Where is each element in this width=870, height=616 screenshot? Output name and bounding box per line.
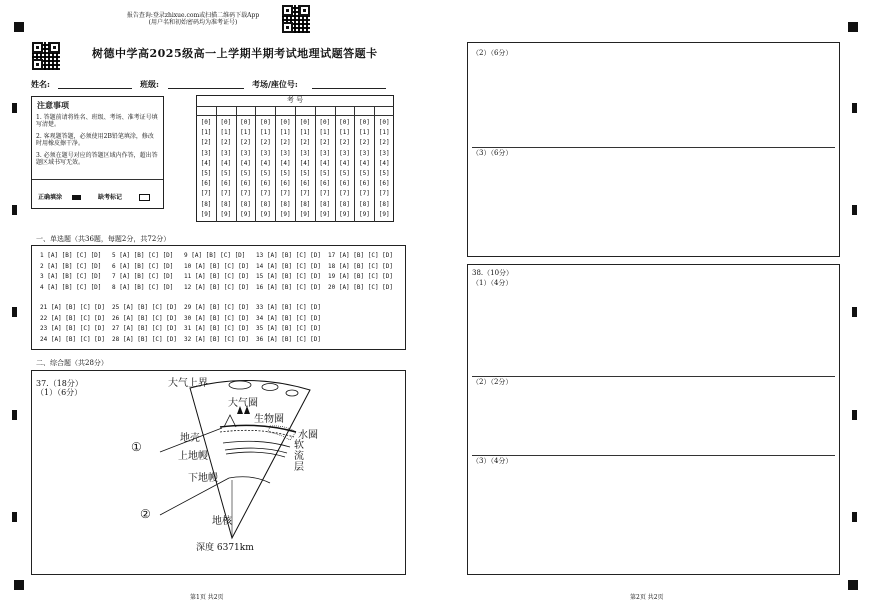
exam-digit-bubble[interactable]: [3] [299, 149, 311, 157]
question-option-row[interactable]: 28 [A] [B] [C] [D] [112, 335, 178, 343]
notice-item: 3. 必须在题号对应的答题区域内作答，超出答题区域书写无效。 [36, 152, 158, 166]
exam-digit-bubble[interactable]: [7] [378, 190, 390, 198]
timing-mark [12, 512, 17, 522]
exam-digit-bubble[interactable]: [5] [358, 170, 370, 178]
exam-digit-bubble[interactable]: [8] [358, 200, 370, 208]
question-option-row[interactable]: 4 [A] [B] [C] [D] [40, 283, 102, 291]
question-option-row[interactable]: 33 [A] [B] [C] [D] [256, 304, 322, 311]
exam-digit-bubble[interactable]: [9] [358, 210, 370, 218]
exam-number-column[interactable] [356, 118, 372, 220]
exam-digit-bubble[interactable]: [3] [200, 149, 212, 157]
notice-box [31, 96, 164, 209]
exam-digit-bubble[interactable]: [6] [240, 180, 252, 188]
q38-part3: （3）（4分） [472, 457, 513, 465]
exam-digit-bubble[interactable]: [8] [299, 200, 311, 208]
question-option-row[interactable]: 25 [A] [B] [C] [D] [112, 304, 178, 311]
exam-number-column[interactable] [257, 118, 273, 220]
exam-digit-bubble[interactable]: [8] [378, 200, 390, 208]
correct-fill-sample [72, 195, 81, 200]
exam-digit-bubble[interactable]: [7] [220, 190, 232, 198]
exam-digit-bubble[interactable]: [5] [279, 170, 291, 178]
exam-digit-bubble[interactable]: [9] [299, 210, 311, 218]
q37-answer-area[interactable] [468, 58, 838, 254]
exam-digit-bubble[interactable]: [0] [200, 119, 212, 126]
exam-digit-bubble[interactable]: [8] [220, 200, 232, 208]
label-atmosphere-top: 大气上界 [168, 378, 208, 389]
exam-digit-bubble[interactable]: [6] [339, 180, 351, 188]
q38-title: 38.（10分） [472, 269, 514, 277]
question-option-row[interactable]: 19 [A] [B] [C] [D] [328, 273, 394, 280]
header-notice-line1: 报告查询:登录zhixue.com或扫描二维码下载App [126, 12, 260, 19]
exam-digit-bubble[interactable]: [9] [279, 210, 291, 218]
room-field[interactable] [312, 88, 386, 89]
q37-part3: （3）（6分） [472, 149, 513, 157]
q37-part1: （1）（6分） [36, 388, 83, 397]
question-option-row[interactable]: 35 [A] [B] [C] [D] [256, 325, 322, 332]
exam-digit-bubble[interactable]: [2] [299, 139, 311, 147]
exam-digit-bubble[interactable]: [8] [319, 200, 331, 208]
question-option-row[interactable]: 2 [A] [B] [C] [D] [40, 262, 102, 270]
timing-mark [852, 410, 857, 420]
name-label: 姓名: [31, 79, 50, 89]
q37-title: 37.（18分） [36, 379, 83, 388]
exam-digit-bubble[interactable]: [0] [220, 119, 232, 126]
timing-mark [12, 410, 17, 420]
question-option-row[interactable]: 13 [A] [B] [C] [D] [256, 252, 322, 259]
question-option-row[interactable]: 27 [A] [B] [C] [D] [112, 325, 178, 332]
exam-digit-bubble[interactable]: [2] [259, 139, 271, 147]
question-option-row[interactable]: 30 [A] [B] [C] [D] [184, 314, 250, 322]
exam-digit-bubble[interactable]: [1] [339, 129, 351, 137]
exam-digit-bubble[interactable]: [7] [240, 190, 252, 198]
exam-number-column[interactable] [317, 118, 333, 220]
q37-part2: （2）（6分） [472, 49, 513, 57]
question-option-row[interactable]: 16 [A] [B] [C] [D] [256, 283, 322, 291]
question-option-row[interactable]: 31 [A] [B] [C] [D] [184, 325, 250, 332]
label-lower-mantle: 下地幔 [188, 473, 218, 484]
exam-digit-bubble[interactable]: [3] [259, 149, 271, 157]
exam-digit-bubble[interactable]: [1] [319, 129, 331, 137]
absent-mark-checkbox[interactable] [139, 194, 150, 201]
exam-digit-bubble[interactable]: [2] [279, 139, 291, 147]
exam-digit-bubble[interactable]: [2] [339, 139, 351, 147]
exam-digit-bubble[interactable]: [1] [240, 129, 252, 137]
exam-digit-bubble[interactable]: [6] [358, 180, 370, 188]
exam-digit-bubble[interactable]: [4] [339, 159, 351, 167]
timing-mark [12, 307, 17, 317]
notice-heading: 注意事项 [37, 100, 69, 110]
registration-mark [14, 22, 24, 32]
question-option-row[interactable]: 12 [A] [B] [C] [D] [184, 283, 250, 291]
label-atmosphere: 大气圈 [228, 398, 258, 409]
label-hydrosphere: 水圈 [298, 430, 318, 441]
class-field[interactable] [168, 88, 244, 89]
exam-digit-bubble[interactable]: [4] [259, 159, 271, 167]
exam-digit-bubble[interactable]: [3] [240, 149, 252, 157]
exam-digit-bubble[interactable]: [4] [200, 159, 212, 167]
exam-digit-bubble[interactable]: [5] [299, 170, 311, 178]
question-option-row[interactable]: 29 [A] [B] [C] [D] [184, 304, 250, 311]
exam-digit-bubble[interactable]: [6] [259, 180, 271, 188]
section1-heading: 一、单选题（共36题，每题2分，共72分） [36, 235, 171, 243]
class-label: 班级: [140, 79, 159, 89]
q38-part1: （1）（4分） [472, 279, 513, 287]
exam-digit-bubble[interactable]: [8] [240, 200, 252, 208]
exam-digit-bubble[interactable]: [9] [200, 210, 212, 218]
exam-digit-bubble[interactable]: [0] [339, 119, 351, 126]
exam-digit-bubble[interactable]: [7] [299, 190, 311, 198]
question-option-row[interactable]: 22 [A] [B] [C] [D] [40, 314, 106, 322]
registration-mark [848, 22, 858, 32]
exam-digit-bubble[interactable]: [7] [319, 190, 331, 198]
exam-digit-bubble[interactable]: [2] [240, 139, 252, 147]
exam-digit-bubble[interactable]: [7] [259, 190, 271, 198]
exam-digit-bubble[interactable]: [0] [279, 119, 291, 126]
exam-number-column[interactable] [198, 118, 214, 220]
exam-digit-bubble[interactable]: [1] [378, 129, 390, 137]
exam-digit-bubble[interactable]: [0] [240, 119, 252, 126]
qr-code-left [32, 42, 60, 70]
question-option-row[interactable]: 5 [A] [B] [C] [D] [112, 252, 174, 259]
exam-number-column[interactable] [376, 118, 392, 220]
exam-digit-bubble[interactable]: [0] [259, 119, 271, 126]
exam-digit-bubble[interactable]: [2] [220, 139, 232, 147]
exam-digit-bubble[interactable]: [0] [378, 119, 390, 126]
exam-digit-bubble[interactable]: [7] [358, 190, 370, 198]
exam-digit-bubble[interactable]: [4] [240, 159, 252, 167]
notice-item: 1. 答题前请将姓名、班级、考场、准考证号填写清楚。 [36, 114, 158, 128]
exam-digit-bubble[interactable]: [3] [319, 149, 331, 157]
label-upper-mantle: 上地幔 [178, 451, 208, 462]
exam-digit-bubble[interactable]: [9] [319, 210, 331, 218]
question-option-row[interactable]: 1 [A] [B] [C] [D] [40, 252, 102, 259]
exam-number-column[interactable] [297, 118, 313, 220]
qr-code[interactable] [282, 5, 310, 33]
exam-digit-bubble[interactable]: [6] [279, 180, 291, 188]
exam-digit-bubble[interactable]: [6] [319, 180, 331, 188]
timing-mark [852, 205, 857, 215]
exam-digit-bubble[interactable]: [8] [339, 200, 351, 208]
question-option-row[interactable]: 20 [A] [B] [C] [D] [328, 283, 394, 291]
exam-digit-bubble[interactable]: [5] [259, 170, 271, 178]
page-title: 树德中学高2025级高一上学期半期考试地理试题答题卡 [92, 47, 378, 60]
exam-digit-bubble[interactable]: [2] [378, 139, 390, 147]
question-option-row[interactable]: 8 [A] [B] [C] [D] [112, 283, 174, 291]
exam-digit-bubble[interactable]: [4] [299, 159, 311, 167]
exam-digit-bubble[interactable]: [7] [279, 190, 291, 198]
question-option-row[interactable]: 23 [A] [B] [C] [D] [40, 325, 106, 332]
label-biosphere: 生物圈 [254, 414, 284, 425]
exam-digit-bubble[interactable]: [4] [358, 159, 370, 167]
exam-digit-bubble[interactable]: [4] [279, 159, 291, 167]
footer-page1: 第1页 共2页 [190, 594, 224, 601]
name-field[interactable] [58, 88, 132, 89]
footer-page2: 第2页 共2页 [630, 594, 664, 601]
question-option-row[interactable]: 17 [A] [B] [C] [D] [328, 252, 394, 259]
question-option-row[interactable]: 11 [A] [B] [C] [D] [184, 273, 250, 280]
exam-number-column[interactable] [337, 118, 353, 220]
label-crust: 地壳 [180, 433, 200, 444]
notice-item: 2. 客观题答题，必须使用2B铅笔填涂，修改时用橡皮擦干净。 [36, 133, 154, 147]
exam-digit-bubble[interactable]: [9] [339, 210, 351, 218]
exam-digit-bubble[interactable]: [5] [378, 170, 390, 178]
question-option-row[interactable]: 32 [A] [B] [C] [D] [184, 335, 250, 343]
exam-digit-bubble[interactable]: [5] [220, 170, 232, 178]
exam-digit-bubble[interactable]: [8] [200, 200, 212, 208]
exam-digit-bubble[interactable]: [7] [339, 190, 351, 198]
question-option-row[interactable]: 18 [A] [B] [C] [D] [328, 262, 394, 270]
exam-number-column[interactable] [218, 118, 234, 220]
exam-digit-bubble[interactable]: [8] [279, 200, 291, 208]
question-option-row[interactable]: 34 [A] [B] [C] [D] [256, 314, 322, 322]
q38-part2: （2）（2分） [472, 378, 513, 386]
exam-digit-bubble[interactable]: [1] [299, 129, 311, 137]
absent-mark-label: 缺考标记 [98, 194, 123, 201]
exam-digit-bubble[interactable]: [0] [319, 119, 331, 126]
exam-digit-bubble[interactable]: [5] [240, 170, 252, 178]
question-option-row[interactable]: 3 [A] [B] [C] [D] [40, 273, 102, 280]
header-notice [118, 12, 268, 26]
exam-digit-bubble[interactable]: [0] [358, 119, 370, 126]
exam-number-header: 考 号 [286, 96, 304, 104]
exam-digit-bubble[interactable]: [6] [299, 180, 311, 188]
question-option-row[interactable]: 7 [A] [B] [C] [D] [112, 273, 174, 280]
exam-digit-bubble[interactable]: [4] [378, 159, 390, 167]
question-option-row[interactable]: 15 [A] [B] [C] [D] [256, 273, 322, 280]
exam-digit-bubble[interactable]: [3] [339, 149, 351, 157]
timing-mark [852, 103, 857, 113]
timing-mark [852, 512, 857, 522]
exam-digit-bubble[interactable]: [5] [319, 170, 331, 178]
exam-digit-bubble[interactable]: [3] [279, 149, 291, 157]
exam-digit-bubble[interactable]: [1] [358, 129, 370, 137]
exam-digit-bubble[interactable]: [0] [299, 119, 311, 126]
section2-heading: 二、综合题（共28分） [36, 359, 108, 367]
label-core: 地核 [212, 516, 232, 527]
exam-digit-bubble[interactable]: [4] [220, 159, 232, 167]
exam-digit-bubble[interactable]: [5] [339, 170, 351, 178]
marker-1: ① [131, 440, 142, 454]
header-notice-line2: (用户名和初始密码均为准考证号) [148, 19, 238, 26]
exam-number-column[interactable] [238, 118, 254, 220]
room-label: 考场/座位号: [252, 79, 298, 89]
exam-digit-bubble[interactable]: [1] [279, 129, 291, 137]
exam-digit-bubble[interactable]: [6] [200, 180, 212, 188]
timing-mark [12, 103, 17, 113]
exam-digit-bubble[interactable]: [4] [319, 159, 331, 167]
exam-number-column[interactable] [277, 118, 293, 220]
single-choice-box [31, 245, 406, 350]
exam-digit-bubble[interactable]: [1] [200, 129, 212, 137]
question-option-row[interactable]: 24 [A] [B] [C] [D] [40, 335, 106, 343]
exam-digit-bubble[interactable]: [5] [200, 170, 212, 178]
exam-digit-bubble[interactable]: [2] [358, 139, 370, 147]
exam-digit-bubble[interactable]: [3] [358, 149, 370, 157]
q38-answer-area[interactable] [468, 288, 838, 572]
exam-digit-bubble[interactable]: [1] [220, 129, 232, 137]
exam-digit-bubble[interactable]: [9] [259, 210, 271, 218]
question-option-row[interactable]: 10 [A] [B] [C] [D] [184, 262, 250, 270]
question-option-row[interactable]: 26 [A] [B] [C] [D] [112, 314, 178, 322]
question-option-row[interactable]: 6 [A] [B] [C] [D] [112, 262, 174, 270]
exam-digit-bubble[interactable]: [2] [200, 139, 212, 147]
question-option-row[interactable]: 14 [A] [B] [C] [D] [256, 262, 322, 270]
exam-digit-bubble[interactable]: [3] [378, 149, 390, 157]
exam-digit-bubble[interactable]: [9] [220, 210, 232, 218]
label-asthenosphere: 软 流 层 [294, 440, 304, 473]
timing-mark [12, 205, 17, 215]
timing-mark [852, 307, 857, 317]
exam-digit-bubble[interactable]: [9] [240, 210, 252, 218]
exam-digit-bubble[interactable]: [6] [220, 180, 232, 188]
exam-digit-bubble[interactable]: [8] [259, 200, 271, 208]
marker-2: ② [140, 507, 151, 521]
exam-digit-bubble[interactable]: [3] [220, 149, 232, 157]
label-depth: 深度 6371km [196, 543, 254, 553]
question-option-row[interactable]: 9 [A] [B] [C] [D] [184, 252, 246, 259]
correct-fill-label: 正确填涂 [38, 194, 63, 201]
registration-mark [14, 580, 24, 590]
exam-digit-bubble[interactable]: [1] [259, 129, 271, 137]
exam-digit-bubble[interactable]: [6] [378, 180, 390, 188]
exam-digit-bubble[interactable]: [9] [378, 210, 390, 218]
exam-digit-bubble[interactable]: [2] [319, 139, 331, 147]
registration-mark [848, 580, 858, 590]
question-option-row[interactable]: 21 [A] [B] [C] [D] [40, 304, 106, 311]
question-option-row[interactable]: 36 [A] [B] [C] [D] [256, 335, 322, 343]
exam-digit-bubble[interactable]: [7] [200, 190, 212, 198]
